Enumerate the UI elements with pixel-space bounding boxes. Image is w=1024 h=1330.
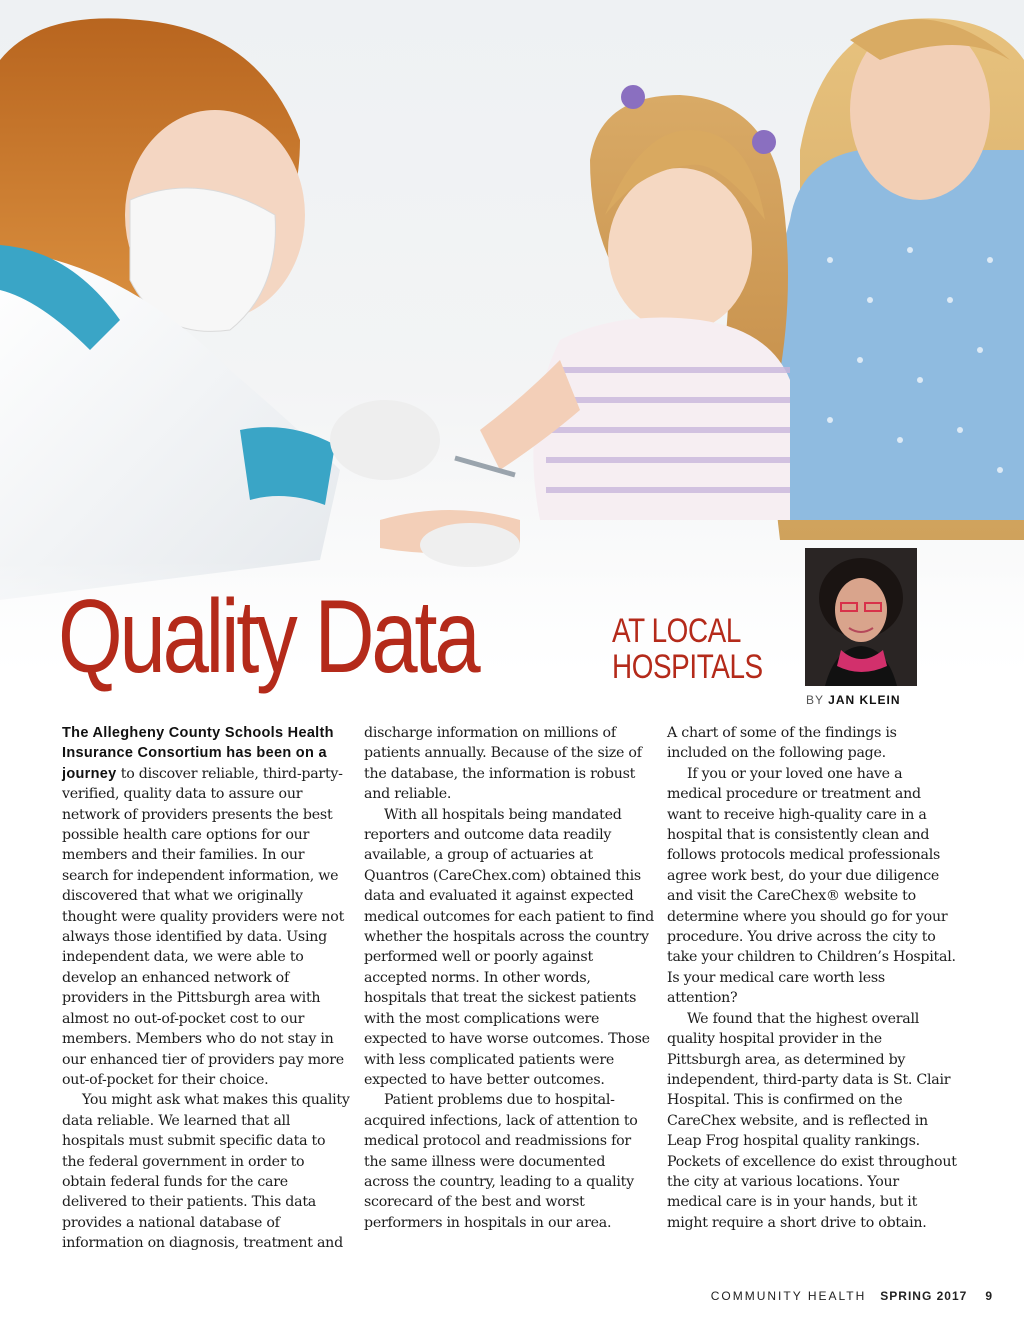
footer-issue: SPRING 2017 [880,1289,968,1303]
gloved-hand [330,400,440,480]
footer-section: COMMUNITY HEALTH [710,1289,867,1303]
scrub-cuff [240,427,335,505]
subtitle-line-1: AT LOCAL [612,612,741,650]
page-footer [711,1289,992,1303]
author-photo [805,548,917,686]
byline-prefix: BY [806,693,824,707]
text-column-3 [667,723,957,1233]
text-column-1 [62,723,352,1254]
article-heading [58,579,798,705]
body-paragraph: With all hospitals being mandated reporters and outcome data readily available, a group of actuaries at Quantros (CareChex.com) obtained this data and evaluated it against expected medical outcomes for each patient to find whether the hospitals across the country performed well or poorly against accepted norms. In other words, hospitals that treat the sickest patients with the most complications were expected to have worse outcomes. Those with less complicated patients were expected to have better outcomes. [364,806,654,1088]
girl-face [608,168,752,332]
body-paragraph: If you or your loved one have a medical procedure or treatment and want to receive high-quality care in a hospital that is consistently clean and follows protocols medical professionals agree work best, do your due diligence and visit the CareChex® website to determine where you should go for your procedure. You drive across the city to take your children to Children’s Hospital. Is your medical care worth less attention? [667,765,956,1007]
body-paragraph: Patient problems due to hospital-acquired infections, lack of attention to medical protocol and readmissions for the same illness were documented across the country, leading to a quality scorecard of the best and worst performers in hospitals in our area. [364,1092,638,1231]
lead-in: The Allegheny County Schools Health Insurance Consortium has been on a journey [62,725,334,782]
paragraph-text: to discover reliable, third-party-verified, quality data to assure our network of providers presents the best possible health care options for our members and their families. In our search for independent information, we discovered that what we originally thought were quality providers were not always those identified by data. Using independent data, we were able to develop an enhanced network of providers in the Pittsburgh area with almost no out-of-pocket cost to our members. Members who do not stay in our enhanced tier of providers pay more out-of-pocket for their choice. [62,765,345,1088]
article-subtitle [612,613,763,685]
author-portrait [805,548,917,686]
body-paragraph: discharge information on millions of patients annually. Because of the size of the database, the information is robust and reliable. [364,725,642,803]
article-title: Quality Data [58,579,478,695]
body-paragraph [62,723,352,1090]
body-paragraph: You might ask what makes this quality data reliable. We learned that all hospitals must submit specific data to the federal government in order to obtain federal funds for the care delivered to their patients. This data provides a national database of information on diagnosis, treatment and [62,1092,350,1252]
page-number: 9 [985,1289,992,1303]
subtitle-line-2: HOSPITALS [612,648,763,686]
text-column-2 [364,723,654,1233]
byline [806,693,900,707]
body-paragraph: We found that the highest overall quality hospital provider in the Pittsburgh area, as determined by independent, third-party data is St. Clair Hospital. This is confirmed on the CareChex website, and is reflected in Leap Frog hospital quality rankings. Pockets of excellence do exist throughout the city at various locations. Your medical care is in your hands, but it might require a short drive to obtain. [667,1010,957,1231]
body-paragraph: A chart of some of the findings is included on the following page. [667,725,897,762]
author-name: JAN KLEIN [828,693,901,707]
